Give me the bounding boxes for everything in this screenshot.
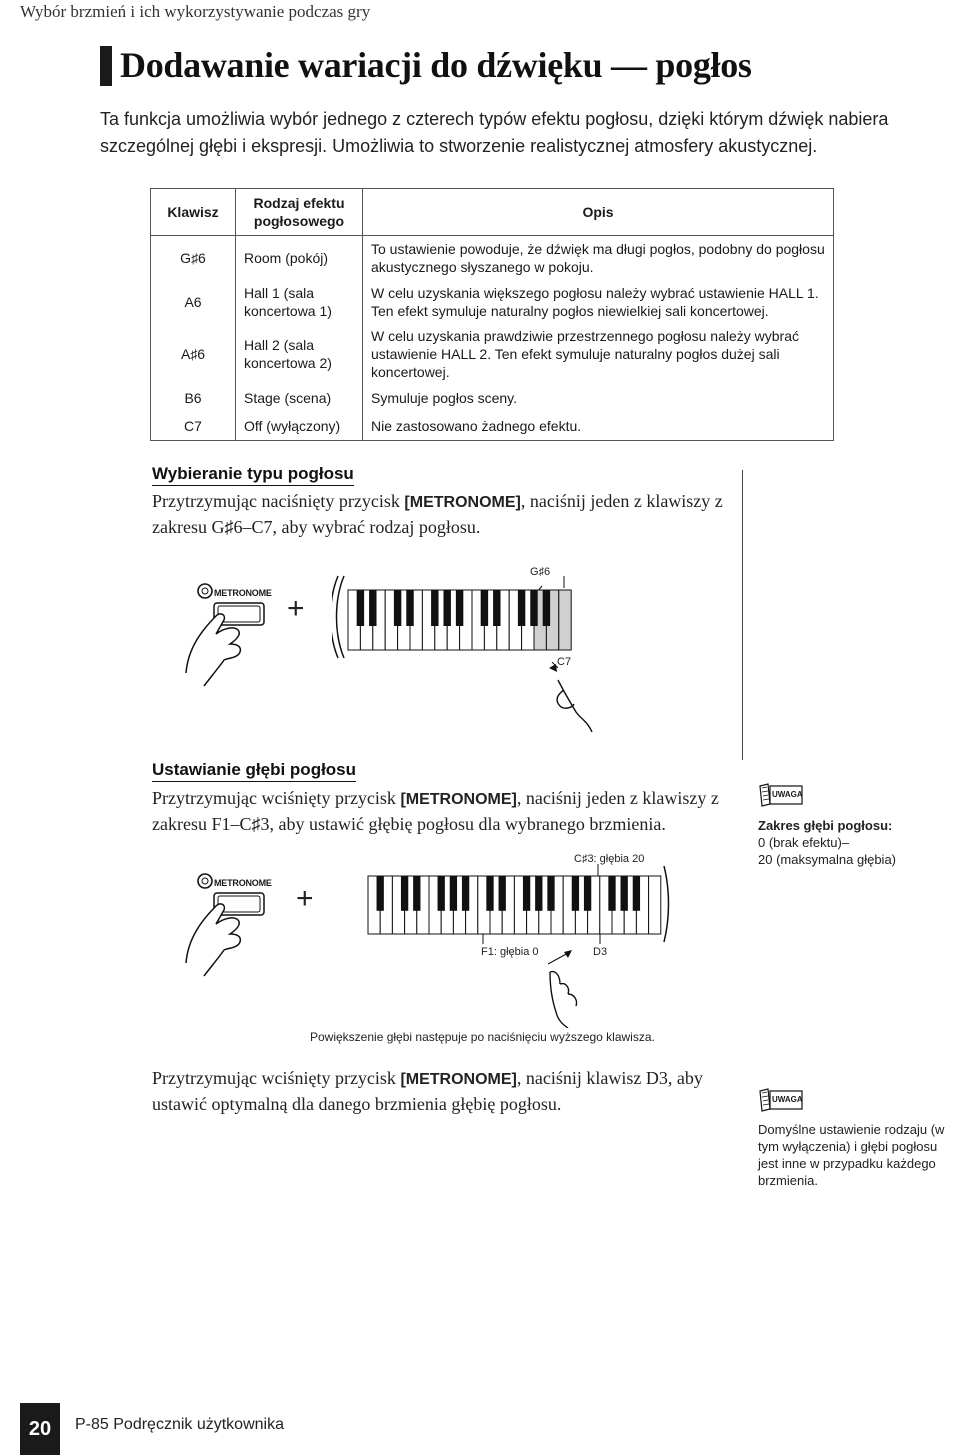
section2-text-a: Przytrzymując wciśnięty przycisk bbox=[152, 788, 401, 808]
keyboard2-top-label: C♯3: głębia 20 bbox=[574, 853, 645, 865]
keyboard1-bottom-label: C7 bbox=[557, 656, 572, 668]
section-heading-reverb-type: Wybieranie typu pogłosu bbox=[152, 464, 354, 486]
table-row bbox=[151, 412, 834, 441]
table-row bbox=[151, 384, 834, 412]
black-key bbox=[486, 876, 493, 911]
black-key bbox=[443, 590, 450, 626]
row-desc: Symuluje pogłos sceny. bbox=[363, 384, 834, 412]
row-desc: To ustawienie powoduje, że dźwięk ma długi pogłos, podobny do pogłosu akustycznego słyszanego w pokoju. bbox=[363, 236, 834, 281]
row-key: C7 bbox=[151, 412, 236, 441]
keyboard2-bottom-right-label: D3 bbox=[593, 946, 608, 958]
white-key bbox=[649, 876, 661, 934]
intro-paragraph: Ta funkcja umożliwia wybór jednego z czterech typów efektu pogłosu, dzięki którym dźwięk nabiera szczególnej głębi i ekspresji. Umożliwia to stworzenie realistycznej atmosfery akustycznej. bbox=[100, 109, 889, 156]
black-key bbox=[431, 590, 438, 626]
row-type: Hall 2 (sala koncertowa 2) bbox=[236, 324, 363, 384]
black-key bbox=[438, 876, 445, 911]
black-key bbox=[357, 590, 364, 626]
row-key: G♯6 bbox=[151, 236, 236, 281]
title-marker-bar bbox=[100, 46, 112, 86]
black-key bbox=[535, 876, 542, 911]
row-type: Room (pokój) bbox=[236, 236, 363, 281]
black-key bbox=[456, 590, 463, 626]
black-key bbox=[547, 876, 554, 911]
black-key bbox=[413, 876, 420, 911]
piano-keys-high bbox=[332, 574, 582, 660]
margin-rule bbox=[742, 470, 743, 760]
row-desc: W celu uzyskania większego pogłosu należy wybrać ustawienie HALL 1. Ten efekt symuluje naturalny pogłos niewielkiej sali koncertowej. bbox=[363, 280, 834, 324]
section3-button-ref: [METRONOME] bbox=[400, 1071, 517, 1088]
black-key bbox=[394, 590, 401, 626]
keyboard2-bottom-left-label: F1: głębia 0 bbox=[481, 946, 539, 958]
black-key bbox=[608, 876, 615, 911]
keyboard-illustration-low bbox=[360, 864, 670, 949]
black-key bbox=[369, 590, 376, 626]
black-key bbox=[518, 590, 525, 626]
note1-badge-label: UWAGA bbox=[772, 790, 803, 799]
black-key bbox=[621, 876, 628, 911]
table-header-row bbox=[151, 189, 834, 236]
piano-keys-low bbox=[360, 864, 670, 944]
keyboard-keys bbox=[348, 590, 571, 650]
note2-text: Domyślne ustawienie rodzaju (w tym wyłączenia) i głębi pogłosu jest inne w przypadku każdego brzmienia. bbox=[758, 1122, 945, 1188]
table-row bbox=[151, 236, 834, 281]
row-desc: Nie zastosowano żadnego efektu. bbox=[363, 412, 834, 441]
black-key bbox=[377, 876, 384, 911]
finger-press-icon bbox=[536, 662, 596, 742]
finger-slide-illustration bbox=[528, 950, 608, 1033]
plus-sign: + bbox=[287, 592, 305, 625]
section1-instruction bbox=[152, 489, 732, 539]
row-key: A♯6 bbox=[151, 324, 236, 384]
section2-button-ref: [METRONOME] bbox=[400, 791, 517, 808]
row-desc: W celu uzyskania prawdziwie przestrzennego pogłosu należy wybrać ustawienie HALL 2. Ten efekt symuluje naturalny pogłos dużej sali koncertowej. bbox=[363, 324, 834, 384]
metronome-label-2: METRONOME bbox=[214, 878, 272, 888]
black-key bbox=[401, 876, 408, 911]
black-key bbox=[406, 590, 413, 626]
row-type: Hall 1 (sala koncertowa 1) bbox=[236, 280, 363, 324]
black-key bbox=[481, 590, 488, 626]
row-type: Stage (scena) bbox=[236, 384, 363, 412]
section3-text-a: Przytrzymując wciśnięty przycisk bbox=[152, 1068, 401, 1088]
finger-slide-icon bbox=[528, 950, 608, 1028]
note1-title: Zakres głębi pogłosu: bbox=[758, 818, 893, 833]
note2-badge-label: UWAGA bbox=[772, 1095, 803, 1104]
table-row bbox=[151, 280, 834, 324]
black-key bbox=[584, 876, 591, 911]
section3-instruction bbox=[152, 1066, 732, 1116]
white-key bbox=[559, 590, 571, 650]
section1-text-a: Przytrzymując naciśnięty przycisk bbox=[152, 491, 405, 511]
row-key: A6 bbox=[151, 280, 236, 324]
page-number: 20 bbox=[20, 1403, 60, 1455]
note1-line2: 20 (maksymalna głębia) bbox=[758, 852, 897, 867]
section2-instruction bbox=[152, 786, 732, 836]
row-key: B6 bbox=[151, 384, 236, 412]
black-key bbox=[499, 876, 506, 911]
section1-button-ref: [METRONOME] bbox=[404, 494, 521, 511]
section3-text-b: , naciśnij klawisz D3, aby ustawić optymalną dla danego brzmienia głębię pogłosu. bbox=[152, 1068, 703, 1114]
header-type: Rodzaj efektu pogłosowego bbox=[236, 189, 363, 236]
black-key bbox=[493, 590, 500, 626]
table-row bbox=[151, 324, 834, 384]
black-key bbox=[462, 876, 469, 911]
manual-name: P-85 Podręcznik użytkownika bbox=[75, 1416, 284, 1433]
note1-line1: 0 (brak efektu)– bbox=[758, 835, 850, 850]
plus-sign-2: + bbox=[296, 882, 314, 915]
header-key: Klawisz bbox=[151, 189, 236, 236]
row-type: Off (wyłączony) bbox=[236, 412, 363, 441]
black-key bbox=[530, 590, 537, 626]
black-key bbox=[543, 590, 550, 626]
black-key bbox=[633, 876, 640, 911]
section1-text-b: , naciśnij jeden z klawiszy z zakresu G♯6–C7, aby wybrać rodzaj pogłosu. bbox=[152, 491, 723, 537]
finger-press-illustration bbox=[536, 662, 596, 747]
keyboard1-top-label: G♯6 bbox=[530, 566, 551, 578]
keyboard-keys bbox=[368, 876, 661, 934]
header-desc: Opis bbox=[363, 189, 834, 236]
black-key bbox=[450, 876, 457, 911]
reverb-types-table bbox=[150, 188, 834, 441]
metronome-label: METRONOME bbox=[214, 588, 272, 598]
running-head: Wybór brzmień i ich wykorzystywanie podczas gry bbox=[20, 2, 371, 21]
section-heading-reverb-depth: Ustawianie głębi pogłosu bbox=[152, 760, 356, 782]
page-title: Dodawanie wariacji do dźwięku — pogłos bbox=[120, 45, 752, 85]
black-key bbox=[523, 876, 530, 911]
depth-caption: Powiększenie głębi następuje po naciśnięciu wyższego klawisza. bbox=[310, 1030, 655, 1044]
keyboard-illustration-high bbox=[332, 574, 582, 665]
black-key bbox=[572, 876, 579, 911]
section2-text-b: , naciśnij jeden z klawiszy z zakresu F1–C♯3, aby ustawić głębię pogłosu dla wybranego brzmienia. bbox=[152, 788, 719, 834]
